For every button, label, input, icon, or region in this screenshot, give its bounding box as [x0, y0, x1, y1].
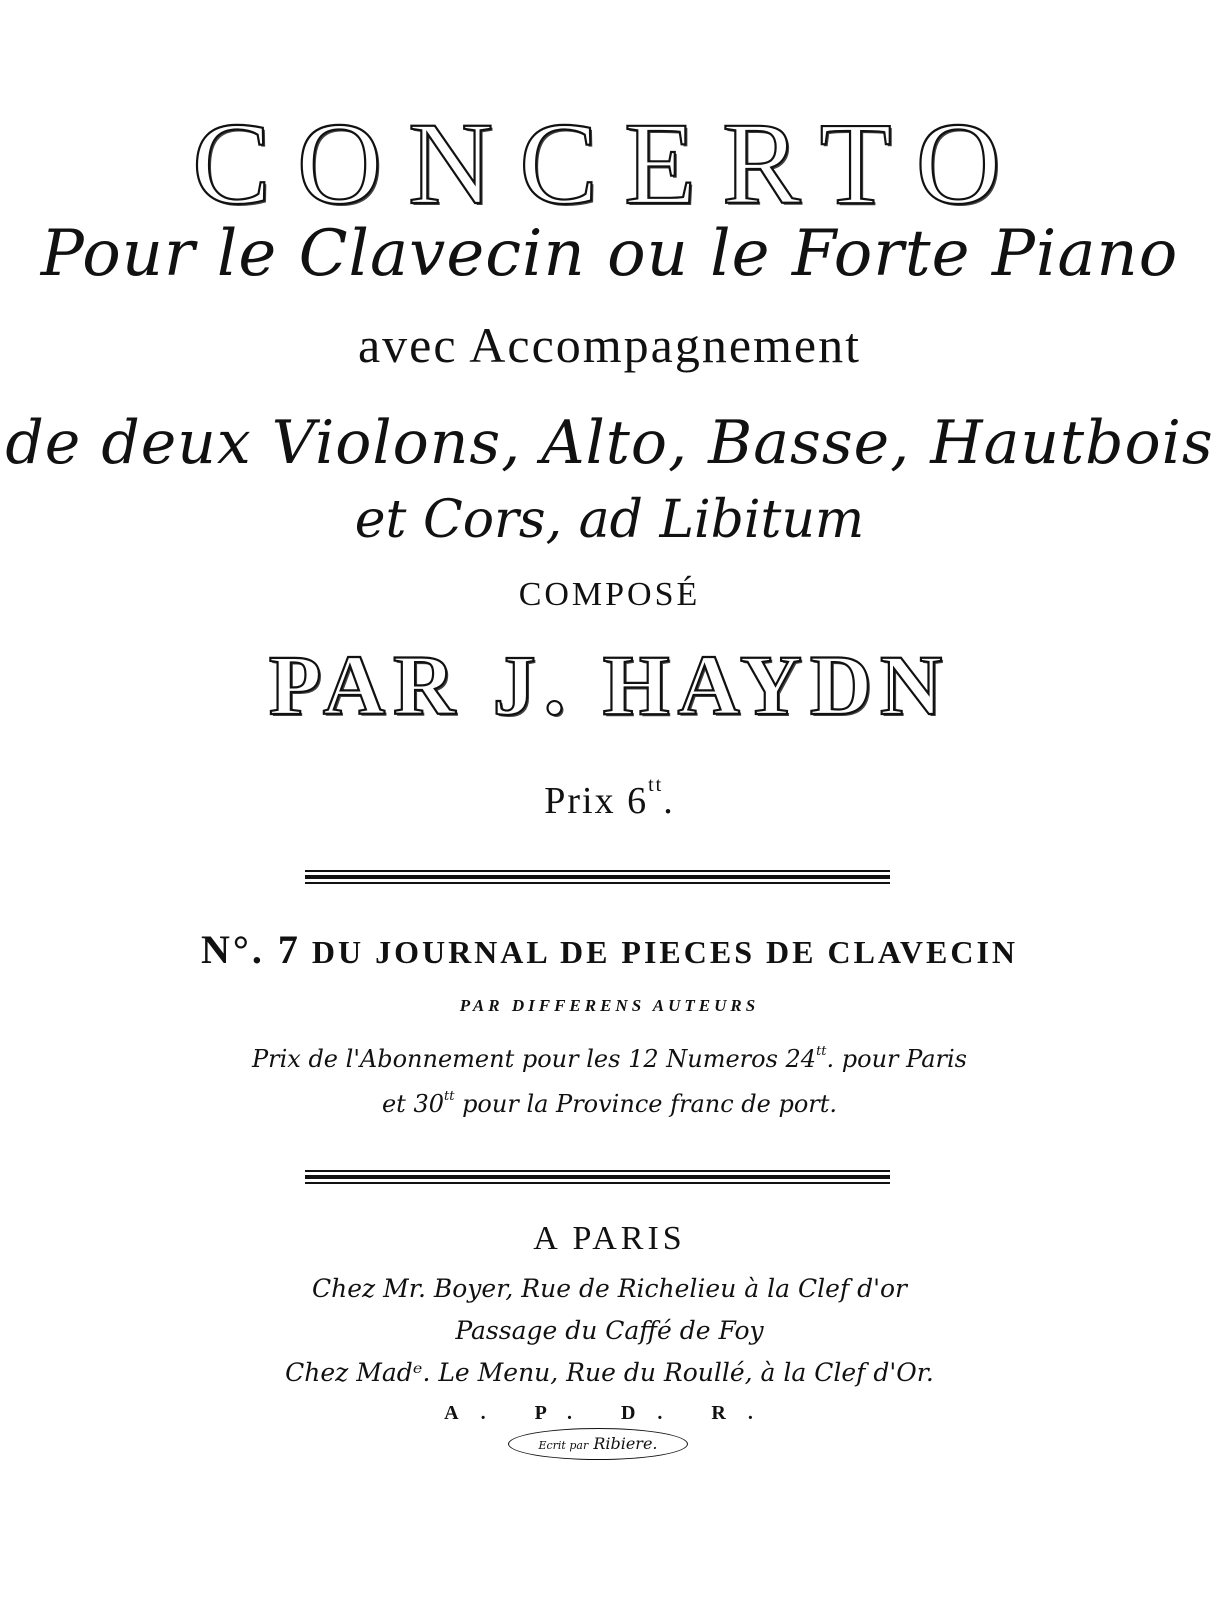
privilege-mark: A. P. D. R. [444, 1402, 775, 1424]
publisher-address-2: Passage du Caffé de Foy [455, 1316, 764, 1345]
engraver-name: Ribiere. [593, 1434, 658, 1453]
subtitle-ensemble: de deux Violons, Alto, Basse, Hautbois [5, 408, 1214, 478]
publisher-address-3: Chez Madᵉ. Le Menu, Rue du Roullé, à la Clef d'Or. [285, 1358, 934, 1387]
subtitle-instruments: Pour le Clavecin ou le Forte Piano [40, 217, 1179, 291]
author: PAR J. HAYDN [268, 637, 951, 733]
composed-label: COMPOSÉ [518, 576, 701, 613]
engraver-prefix: Ecrit par [538, 1439, 589, 1452]
subscription-province-suffix: pour la Province franc de port. [454, 1090, 838, 1118]
title: CONCERTO [192, 98, 1027, 229]
subscription-paris-suffix: . pour Paris [826, 1045, 967, 1073]
divider-rule-bottom [305, 1170, 890, 1184]
publisher-address-1: Chez Mr. Boyer, Rue de Richelieu à la Clef d'or [312, 1274, 907, 1303]
journal-number: N°. 7 [200, 927, 301, 972]
journal-heading [0, 927, 1219, 972]
subscription-province-text: et 30 [381, 1090, 444, 1118]
price-unit: tt [648, 774, 664, 796]
publisher-city: A PARIS [533, 1220, 686, 1257]
price: Prix $6^{tt}$. [544, 774, 675, 822]
journal-authors: PAR DIFFERENS AUTEURS [459, 996, 760, 1015]
subscription-paris-text: Prix de l'Abonnement pour les 12 Numeros 24 [251, 1045, 817, 1073]
price-label: Prix 6 [544, 780, 649, 822]
subscription-paris [0, 1045, 1219, 1071]
engraver-cartouche [508, 1428, 688, 1460]
subscription-province-unit: tt [443, 1089, 455, 1104]
subscription-paris-unit: tt [816, 1044, 827, 1059]
divider-rule-top [305, 870, 890, 884]
subtitle-accompaniment: avec Accompagnement [357, 317, 862, 373]
journal-title: DU JOURNAL DE PIECES DE CLAVECIN [311, 934, 1019, 970]
subscription-province [0, 1090, 1219, 1116]
subtitle-ad-libitum: et Cors, ad Libitum [354, 490, 865, 550]
